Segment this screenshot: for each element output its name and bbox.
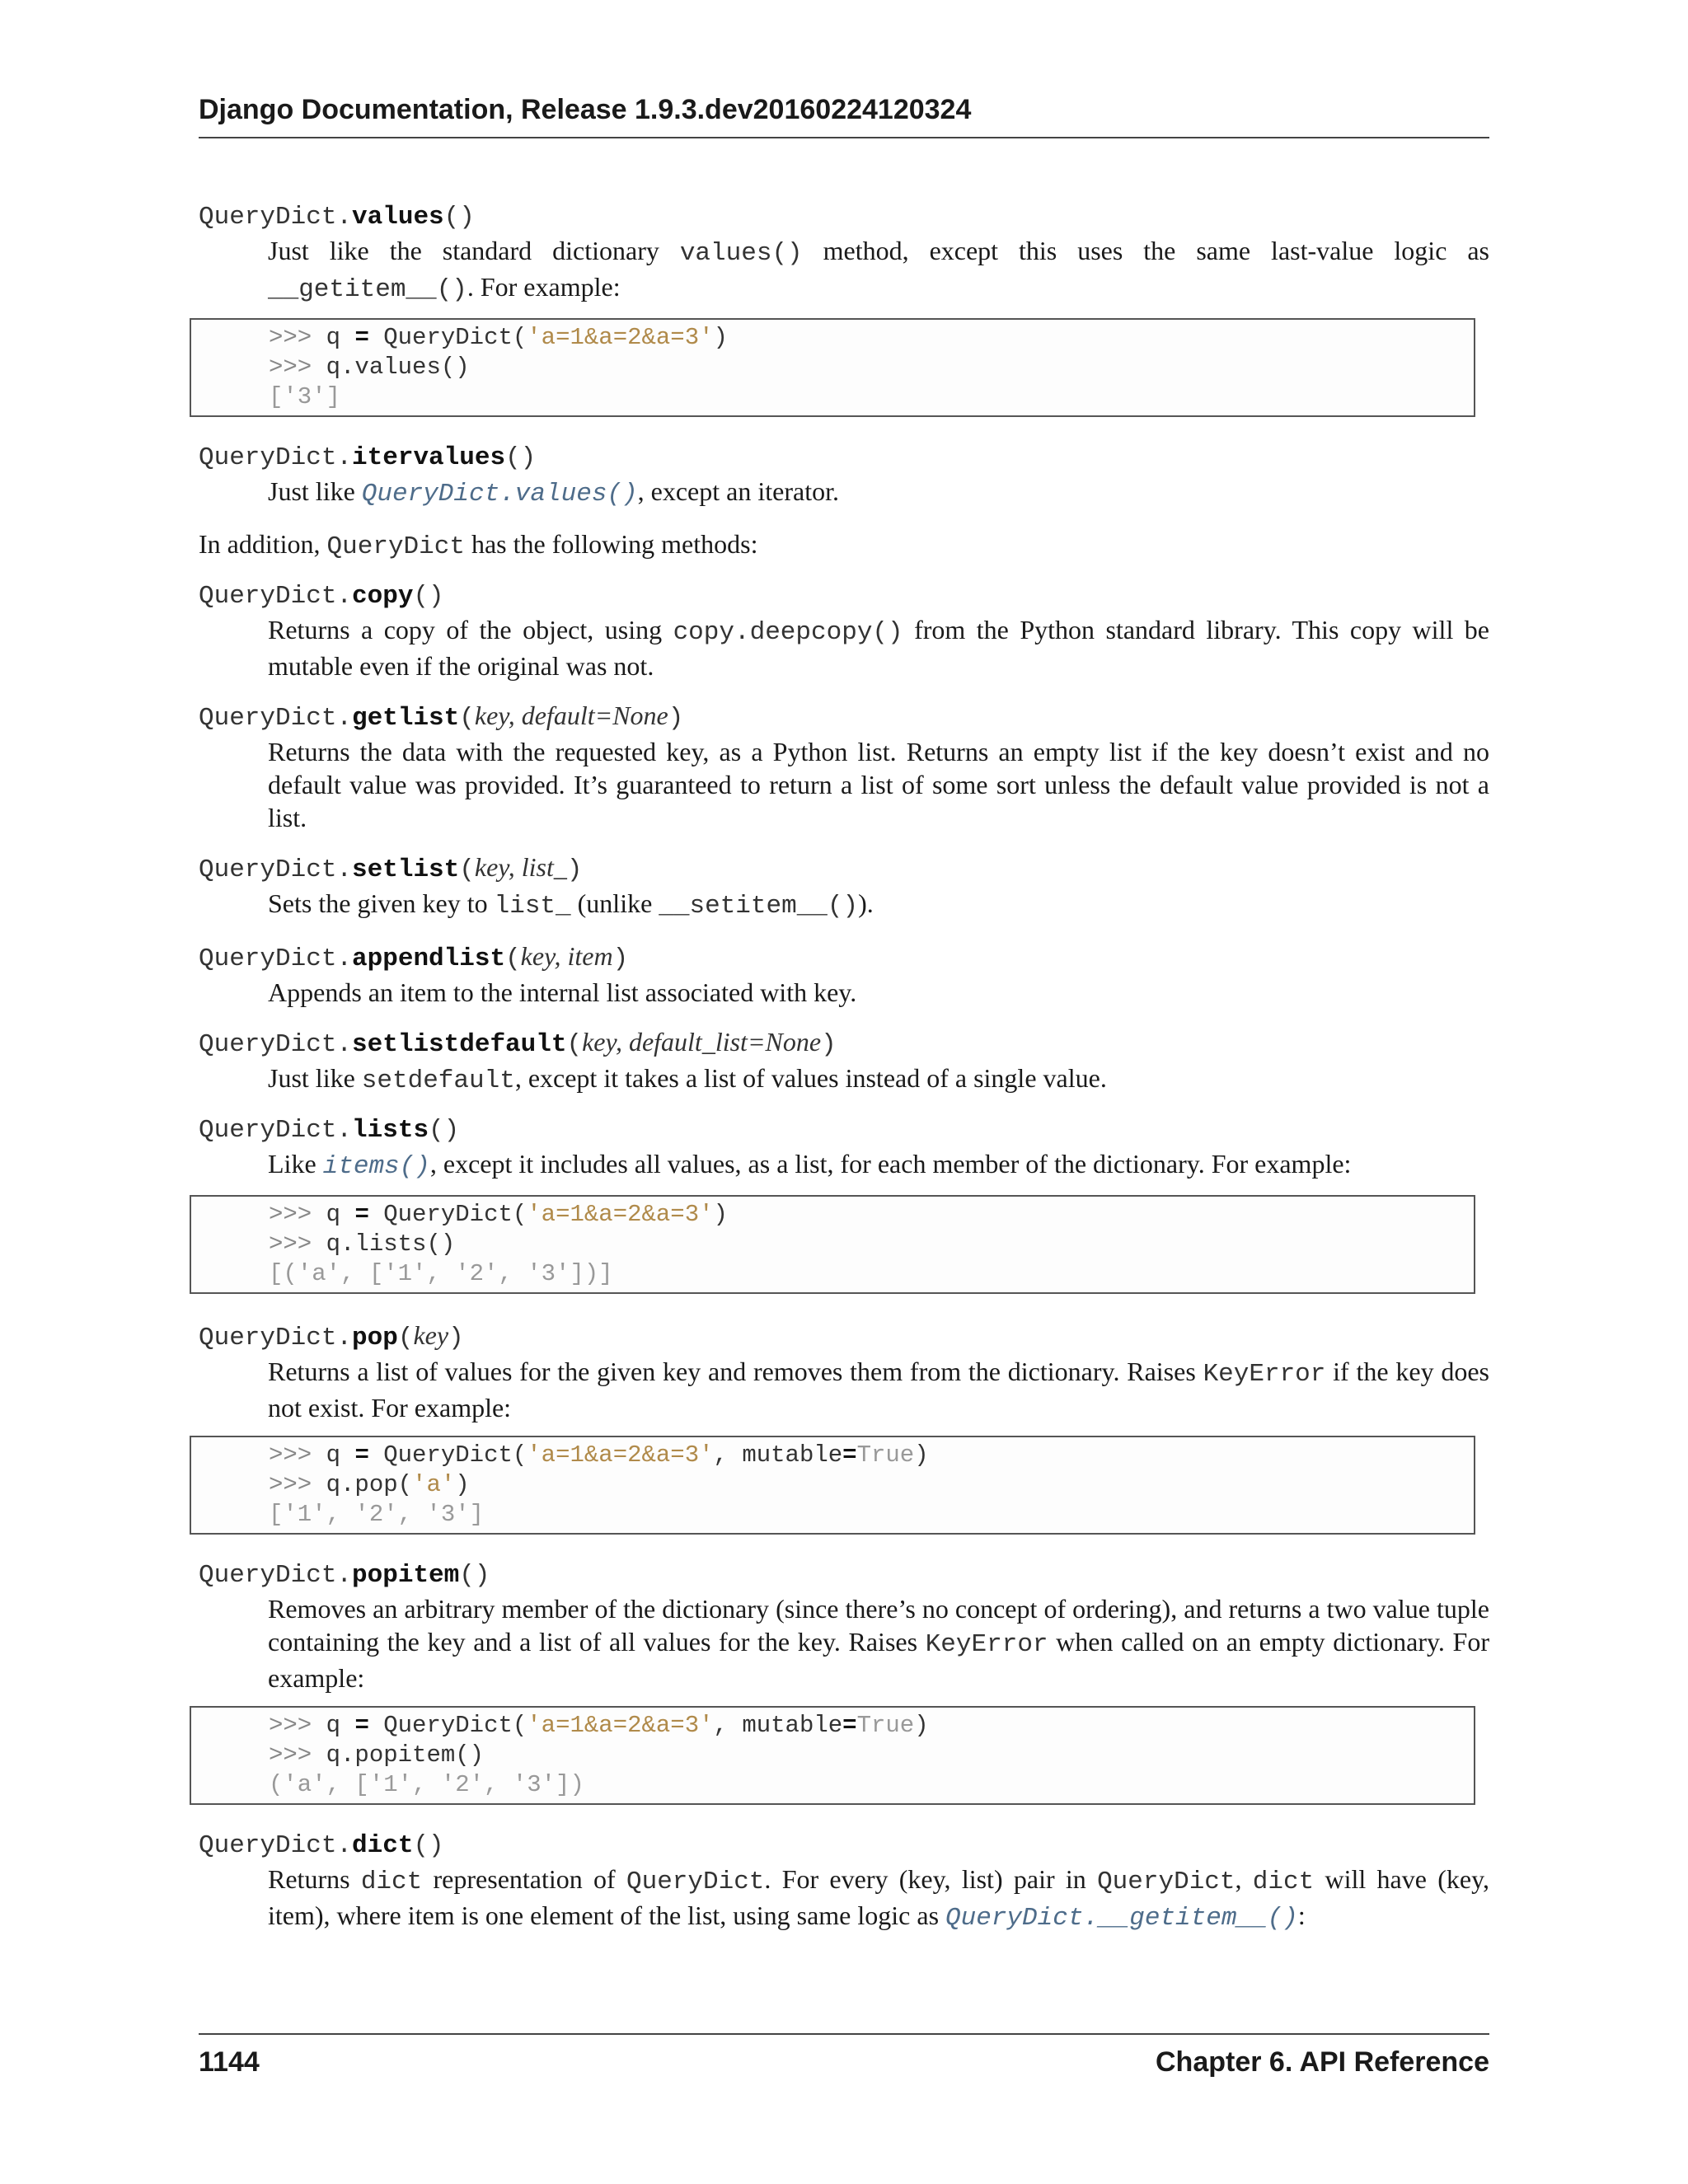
method-signature: QueryDict.setlistdefault(key, default_list=None) <box>199 1027 837 1059</box>
code-text: ) <box>914 1441 929 1469</box>
string-literal: 'a=1&a=2&a=3' <box>527 324 714 351</box>
desc-text: Returns a list of values for the given key and removes them from the dictionary. Raises <box>268 1357 1203 1386</box>
method-name: setlistdefault <box>352 1030 567 1059</box>
method-description <box>268 1147 1489 1183</box>
running-header: Django Documentation, Release 1.9.3.dev20160224120324 <box>199 89 1489 138</box>
method-args: key, default=None <box>474 701 668 730</box>
prompt: >>> <box>269 1741 326 1769</box>
desc-text: , except it includes all values, as a list, for each member of the dictionary. For example: <box>429 1149 1352 1179</box>
parens: () <box>413 1831 444 1860</box>
method-args: key, default_list=None <box>582 1027 822 1057</box>
desc-text: Just like <box>268 1063 362 1093</box>
operator: = <box>842 1441 857 1469</box>
inline-code: setdefault <box>361 1066 515 1095</box>
code-text: QueryDict( <box>368 1441 528 1469</box>
method-args: key <box>413 1320 449 1350</box>
code-text: q.values() <box>326 354 470 381</box>
page-content <box>199 201 1489 1952</box>
code-text: q.popitem() <box>326 1741 485 1769</box>
code-example <box>190 1195 1475 1294</box>
method-name: lists <box>352 1116 429 1145</box>
code-example <box>190 1706 1475 1805</box>
code-text: q <box>326 1712 355 1739</box>
method-name: dict <box>352 1831 414 1860</box>
para-text: In addition, <box>199 529 327 559</box>
method-description <box>268 1355 1489 1424</box>
method-name: popitem <box>352 1561 460 1590</box>
code-text: ) <box>914 1712 929 1739</box>
code-text: , mutable <box>713 1712 843 1739</box>
prompt: >>> <box>269 1712 326 1739</box>
method-name: values <box>352 203 444 232</box>
code-text: q.lists() <box>326 1230 456 1258</box>
inline-code: KeyError <box>925 1630 1048 1659</box>
code-example <box>190 318 1475 417</box>
prompt: >>> <box>269 354 326 381</box>
code-output: ['1', '2', '3'] <box>269 1501 485 1528</box>
addition-paragraph <box>199 527 1489 564</box>
method-name: itervalues <box>352 443 506 472</box>
code-output: [('a', ['1', '2', '3'])] <box>269 1260 613 1287</box>
page-number: 1144 <box>199 2046 260 2078</box>
method-name: pop <box>352 1324 398 1352</box>
desc-text: . For every (key, list) pair in <box>764 1864 1098 1894</box>
code-example <box>190 1436 1475 1535</box>
method-signature <box>199 1114 1489 1147</box>
class-name: QueryDict. <box>199 1116 353 1145</box>
inline-code: QueryDict <box>626 1868 765 1896</box>
code-text: QueryDict( <box>368 1201 528 1228</box>
code-line <box>269 1441 1474 1470</box>
class-name: QueryDict. <box>199 582 353 611</box>
prompt: >>> <box>269 1471 326 1498</box>
method-signature <box>199 1830 1489 1863</box>
method-signature <box>199 201 1489 234</box>
method-description <box>268 613 1489 682</box>
method-pop <box>199 1319 1489 1535</box>
operator: = <box>354 1712 369 1739</box>
string-literal: 'a=1&a=2&a=3' <box>527 1712 714 1739</box>
operator: = <box>354 324 369 351</box>
code-line <box>269 1741 1474 1770</box>
desc-text: : <box>1297 1900 1306 1930</box>
method-signature: QueryDict.appendlist(key, item) <box>199 941 629 973</box>
method-description <box>268 887 1489 923</box>
desc-text: , <box>1235 1864 1253 1894</box>
parens: () <box>413 582 444 611</box>
desc-text: Sets the given key to <box>268 888 495 918</box>
method-description <box>268 234 1489 307</box>
method-description: Appends an item to the internal list associated with key. <box>268 977 857 1007</box>
desc-text: , except an iterator. <box>637 476 839 506</box>
inline-code: QueryDict <box>326 532 465 561</box>
code-output: ('a', ['1', '2', '3']) <box>269 1771 584 1798</box>
para-text: has the following methods: <box>464 529 758 559</box>
class-name: QueryDict. <box>199 1831 353 1860</box>
method-args: key, list_ <box>474 852 567 882</box>
method-signature <box>199 580 1489 613</box>
code-line <box>269 1470 1474 1500</box>
class-name: QueryDict. <box>199 1324 353 1352</box>
method-itervalues <box>199 442 1489 511</box>
keyword: True <box>856 1712 915 1739</box>
method-getlist <box>199 699 1489 834</box>
cross-reference-link[interactable]: items() <box>322 1152 430 1181</box>
parens: () <box>459 1561 490 1590</box>
inline-code: list_ <box>494 892 571 921</box>
desc-text: Just like the standard dictionary <box>268 236 680 265</box>
class-name: QueryDict. <box>199 1030 353 1059</box>
method-setlistdefault <box>199 1025 1489 1098</box>
desc-text: Removes an arbitrary member of the dictionary (since there’s no concept of ordering), and returns a two value tuple containing the key and a list of all values for the key. Raises <box>268 1594 1489 1657</box>
method-signature: QueryDict.getlist(key, default=None) <box>199 701 684 733</box>
code-line <box>269 1230 1474 1259</box>
code-text: ) <box>713 1201 728 1228</box>
operator: = <box>842 1712 857 1739</box>
string-literal: 'a=1&a=2&a=3' <box>527 1441 714 1469</box>
inline-code: copy.deepcopy() <box>673 618 903 647</box>
inline-code: QueryDict <box>1097 1868 1236 1896</box>
method-signature <box>199 1559 1489 1592</box>
prompt: >>> <box>269 324 326 351</box>
method-signature: QueryDict.pop(key) <box>199 1320 464 1352</box>
code-text: q <box>326 324 355 351</box>
cross-reference-link[interactable]: QueryDict.values() <box>361 480 638 509</box>
desc-text: Just like <box>268 476 362 506</box>
desc-text: representation of <box>422 1864 626 1894</box>
class-name: QueryDict. <box>199 203 353 232</box>
code-text: ) <box>455 1471 470 1498</box>
code-text: q <box>326 1441 355 1469</box>
method-name: appendlist <box>352 944 506 973</box>
parens: () <box>505 443 537 472</box>
method-name: getlist <box>352 704 460 733</box>
cross-reference-link[interactable]: QueryDict.__getitem__() <box>945 1904 1298 1933</box>
method-args: key, item <box>520 941 613 971</box>
class-name: QueryDict. <box>199 855 353 884</box>
method-description: Returns the data with the requested key, as a Python list. Returns an empty list if the key doesn’t exist and no default value was provided. It’s guaranteed to return a list of some sort unless the default value provided is not a list. <box>268 737 1489 832</box>
class-name: QueryDict. <box>199 443 353 472</box>
prompt: >>> <box>269 1201 326 1228</box>
desc-text: from the Python standard library. This copy will be mutable even if the original was not. <box>268 615 1490 681</box>
keyword: True <box>856 1441 915 1469</box>
method-values <box>199 201 1489 417</box>
method-signature: QueryDict.setlist(key, list_) <box>199 852 583 884</box>
parens: () <box>429 1116 460 1145</box>
code-text: ) <box>713 324 728 351</box>
prompt: >>> <box>269 1441 326 1469</box>
desc-text: Returns a copy of the object, using <box>268 615 673 644</box>
desc-text: will have (key, item), where item is one element of the list, using same logic as <box>268 1864 1490 1930</box>
method-appendlist <box>199 940 1489 1009</box>
inline-code: KeyError <box>1203 1360 1326 1389</box>
code-text: QueryDict( <box>368 1712 528 1739</box>
string-literal: 'a' <box>412 1471 456 1498</box>
paren-close: ) <box>459 203 475 232</box>
code-text: q <box>326 1201 355 1228</box>
method-description <box>268 1062 1489 1098</box>
code-text: q.pop( <box>326 1471 413 1498</box>
inline-code: __getitem__() <box>268 275 467 304</box>
code-text: QueryDict( <box>368 324 528 351</box>
inline-code: __setitem__() <box>659 892 859 921</box>
method-description <box>268 1592 1489 1694</box>
method-popitem <box>199 1559 1489 1805</box>
method-name: copy <box>352 582 414 611</box>
code-line <box>269 1711 1474 1741</box>
inline-code: dict <box>360 1868 423 1896</box>
method-lists <box>199 1114 1489 1294</box>
desc-text: , except it takes a list of values instead of a single value. <box>514 1063 1107 1093</box>
operator: = <box>354 1441 369 1469</box>
inline-code: dict <box>1252 1868 1315 1896</box>
desc-text: if the key does not exist. For example: <box>268 1357 1490 1422</box>
class-name: QueryDict. <box>199 944 353 973</box>
desc-text: when called on an empty dictionary. For example: <box>268 1627 1490 1693</box>
page-footer <box>199 2033 1489 2083</box>
method-setlist <box>199 851 1489 923</box>
class-name: QueryDict. <box>199 1561 353 1590</box>
method-signature <box>199 442 1489 475</box>
desc-text: Returns <box>268 1864 361 1894</box>
method-description <box>268 475 1489 511</box>
operator: = <box>354 1201 369 1228</box>
code-line <box>269 1200 1474 1230</box>
prompt: >>> <box>269 1230 326 1258</box>
chapter-title: Chapter 6. API Reference <box>1156 2046 1489 2078</box>
code-output: ['3'] <box>269 383 341 410</box>
code-line <box>269 323 1474 353</box>
inline-code: values() <box>679 239 803 268</box>
desc-text: (unlike <box>570 888 659 918</box>
paren-open: ( <box>443 203 460 232</box>
method-dict <box>199 1830 1489 1935</box>
desc-text: Like <box>268 1149 323 1179</box>
desc-text: method, except this uses the same last-value logic as <box>802 236 1490 265</box>
method-name: setlist <box>352 855 460 884</box>
method-description <box>268 1863 1489 1935</box>
string-literal: 'a=1&a=2&a=3' <box>527 1201 714 1228</box>
desc-text: ). <box>858 888 874 918</box>
desc-text: . For example: <box>467 272 621 302</box>
code-line <box>269 353 1474 382</box>
method-copy <box>199 580 1489 682</box>
code-text: , mutable <box>713 1441 843 1469</box>
class-name: QueryDict. <box>199 704 353 733</box>
